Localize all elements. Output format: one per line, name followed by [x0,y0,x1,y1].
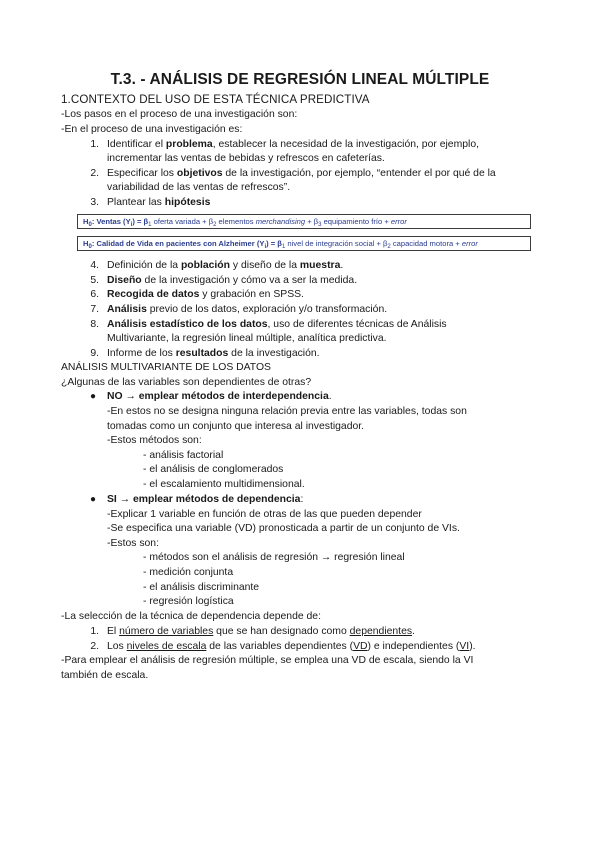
method-item: - regresión logística [143,596,234,607]
step-number: 1. [90,139,99,150]
step-number: 4. [90,260,99,271]
step-6: Recogida de datos y grabación en SPSS. [107,289,304,300]
bullet-icon: ● [90,494,97,505]
method-item: - medición conjunta [143,567,234,578]
step-number: 9. [90,348,99,359]
section-heading-multivariate: ANÁLISIS MULTIVARIANTE DE LOS DATOS [61,362,271,373]
final-line-2: también de escala. [61,670,149,681]
step-number: 7. [90,304,99,315]
si-methods-intro: -Estos son: [107,538,159,549]
step-3: Plantear las hipótesis [107,197,211,208]
method-item: - análisis factorial [143,450,224,461]
step-8-continuation: Multivariante, la regresión lineal múltiple, analítica predictiva. [107,333,387,344]
si-branch-text-1: -Explicar 1 variable en función de otras de las que pueden depender [107,509,422,520]
hypothesis-box-alzheimer: $H_0$: Calidad de Vida en pacientes con Alzheimer $(Y_i) = \beta_1$ nivel de integración social + $\beta_2$ capacidad motora + error [77,236,531,251]
no-branch-label: NO → emplear métodos de interdependencia. [107,391,332,402]
step-number: 6. [90,289,99,300]
no-methods-intro: -Estos métodos son: [107,435,202,446]
step-number: 8. [90,319,99,330]
step-number: 3. [90,197,99,208]
bullet-icon: ● [90,391,97,402]
step-number: 2. [90,168,99,179]
page-title: T.3. - ANÁLISIS DE REGRESIÓN LINEAL MÚLTIPLE [110,71,490,88]
step-4: Definición de la población y diseño de la muestra. [107,260,344,271]
method-item: - el análisis de conglomerados [143,464,284,475]
si-branch-text-2: -Se especifica una variable (VD) pronosticada a partir de un conjunto de VIs. [107,523,460,534]
si-branch-label: SI → emplear métodos de dependencia: [107,494,304,505]
method-item: - métodos son el análisis de regresión → regresión lineal [143,552,405,563]
step-5: Diseño de la investigación y cómo va a ser la medida. [107,275,358,286]
section-heading-context: 1.CONTEXTO DEL USO DE ESTA TÉCNICA PREDICTIVA [61,93,370,106]
final-line-1: -Para emplear el análisis de regresión múltiple, se emplea una VD de escala, siendo la VI [61,655,474,666]
no-branch-text-1: -En estos no se designa ninguna relación previa entre las variables, todas son [107,406,467,417]
question-line: ¿Algunas de las variables son dependientes de otras? [61,377,312,388]
step-8: Análisis estadístico de los datos, uso de diferentes técnicas de Análisis [107,319,447,330]
no-branch-text-2: tomadas como un conjunto que interesa al investigador. [107,421,365,432]
step-number: 2. [90,641,99,652]
intro-line-2: -En el proceso de una investigación es: [61,124,243,135]
method-item: - el escalamiento multidimensional. [143,479,305,490]
dependency-criterion-1: El número de variables que se han designado como dependientes. [107,626,415,637]
hypothesis-box-sales: $H_0$: Ventas $(Y_i) = \beta_1$ oferta variada + $\beta_2$ elementos merchandising + $\beta_3$ equipamiento frío + error [77,214,531,229]
method-item: - el análisis discriminante [143,582,260,593]
step-2: Especificar los objetivos de la investigación, por ejemplo, “entender el por qué de la [107,168,496,179]
dependency-criterion-2: Los niveles de escala de las variables dependientes (VD) e independientes (VI). [107,641,476,652]
intro-line-1: -Los pasos en el proceso de una investigación son: [61,109,298,120]
step-number: 5. [90,275,99,286]
step-2-continuation: variabilidad de las ventas de refrescos”. [107,182,291,193]
selection-line: -La selección de la técnica de dependencia depende de: [61,611,321,622]
step-7: Análisis previo de los datos, exploración y/o transformación. [107,304,388,315]
step-1-continuation: incrementar las ventas de bebidas y refrescos en cafeterías. [107,153,385,164]
step-1: Identificar el problema, establecer la necesidad de la investigación, por ejemplo, [107,139,479,150]
step-number: 1. [90,626,99,637]
step-9: Informe de los resultados de la investigación. [107,348,320,359]
